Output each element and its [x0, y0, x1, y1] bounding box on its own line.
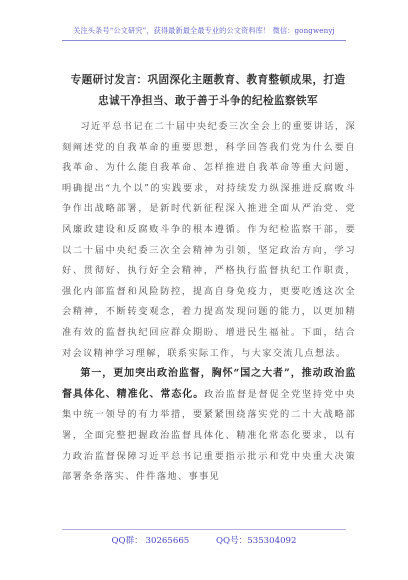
paragraph-1: 习近平总书记在二十届中央纪委三次全会上的重要讲话，深刻阐述党的自我革命的重要思想，科学回答我们党为什么要自我革命、为什么能自我革命、怎样推进自我革命等重大问题，明确提出“九个以”的实践要求，对持续发力纵深推进反腐败斗争作出战略部署，是新时代新征程深入推进全面从严治党、党风廉政建设和反腐败斗争的根本遵循。作为纪检监察干部，要以二十届中央纪委三次全会精神为引领，坚定政治方向，学习好、贯彻好、执行好全会精神，严格执行监督执纪工作职责，强化内部监督和风险防控，提高自身免疫力，更要吃透这次全会精神，不断转变观念，着力提高发现问题的能力，以更加精准有效的监督执纪回应群众期盼、增进民生福祉。下面，结合对会议精神学习理解，联系实际工作，与大家交流几点想法。 — [62, 121, 356, 359]
title-line-1: 专题研讨发言：巩固深化主题教育、教育整顿成果，打造 — [70, 74, 346, 86]
paragraph-2-lead: 第一，更加突出政治监督，胸怀“国之大者”，推动政治监督具体化、精准化、常态化。 — [62, 368, 356, 400]
footer-qq-group: QQ群： 30265665 — [111, 536, 190, 546]
title-line-2: 忠诚干净担当、敢于善于斗争的纪检监察铁军 — [98, 95, 318, 107]
document-body — [62, 117, 356, 488]
footer-contact — [0, 534, 408, 546]
header-divider — [62, 40, 346, 41]
paragraph-2-body: 政治监督是督促全党坚持党中央集中统一领导的有力举措，要紧紧围绕落实党的二十大战略部署，全面完整把握政治监督具体化、精准化常态化要求，以有力政治监督保障习近平总书记重要指示批示和党中央重大决策部署条条落实、件件落地、事事见 — [62, 388, 356, 483]
footer-qq-number: QQ号：535304092 — [216, 536, 297, 546]
paragraph-2 — [62, 364, 356, 488]
document-title — [58, 70, 358, 112]
header-notice: 关注头条号“公文研究”，获得最新最全最专业的公文资料库！ 微信：gongwenyj — [73, 26, 335, 35]
footer-divider — [62, 529, 346, 530]
